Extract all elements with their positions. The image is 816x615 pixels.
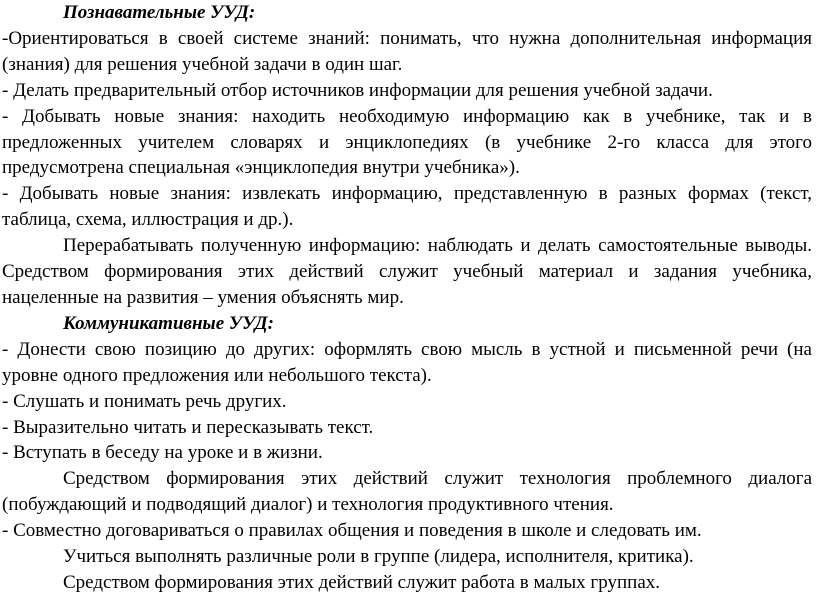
roles-paragraph: Учиться выполнять различные роли в группе (лидера, исполнителя, критика).	[63, 546, 694, 568]
agree-item: - Совместно договариваться о правилах общения и поведения в школе и следовать им.	[2, 520, 702, 542]
communicative-item-position: - Донести свою позицию до других: оформлять свою мысль в устной и письменной речи (на уровне одного предложения или небольшого текста).	[2, 338, 812, 386]
cognitive-item-extract-information: - Добывать новые знания: извлекать информацию, представленную в разных формах (текст, таблица, схема, иллюстрация и др.).	[2, 183, 812, 231]
communicative-item-conversation: - Вступать в беседу на уроке и в жизни.	[2, 442, 323, 464]
communicative-paragraph: Средством формирования этих действий служит технология проблемного диалога (побуждающий и подводящий диалог) и технология продуктивного чтения.	[2, 468, 812, 516]
groups-paragraph: Средством формирования этих действий служит работа в малых группах.	[63, 571, 660, 593]
communicative-heading: Коммуникативные УУД:	[63, 312, 274, 334]
cognitive-heading: Познавательные УУД:	[63, 2, 256, 23]
cognitive-paragraph: Перерабатывать полученную информацию: наблюдать и делать самостоятельные выводы. Средством формирования этих действий служит учебный материал и задания учебника, нацеленные на развития – умения объяснять мир.	[2, 235, 812, 308]
cognitive-item-select-sources: - Делать предварительный отбор источников информации для решения учебной задачи.	[2, 79, 713, 101]
cognitive-item-orient: -Ориентироваться в своей системе знаний: понимать, что нужна дополнительная информация (знания) для решения учебной задачи в один шаг.	[2, 27, 812, 75]
communicative-item-listen: - Слушать и понимать речь других.	[2, 390, 287, 412]
communicative-item-read: - Выразительно читать и пересказывать текст.	[2, 416, 374, 438]
cognitive-item-find-information: - Добывать новые знания: находить необходимую информацию как в учебнике, так и в предложенных учителем словарях и энциклопедиях (в учебнике 2-го класса для этого предусмотрена специальная «энциклопедия внутри учебника»).	[2, 105, 812, 179]
